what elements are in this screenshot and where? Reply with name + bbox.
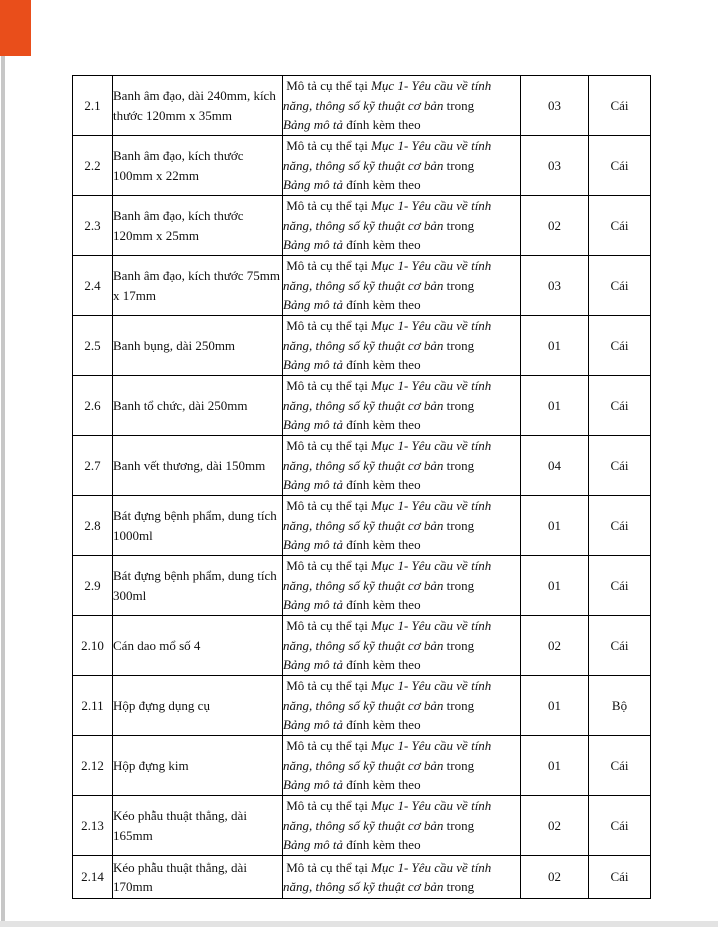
row-number-cell: 2.12: [73, 736, 113, 796]
row-number-cell: 2.9: [73, 556, 113, 616]
description-line: Mô tả cụ thể tại Mục 1- Yêu cầu về tính: [283, 318, 492, 334]
item-name-cell: Banh tổ chức, dài 250mm: [113, 376, 283, 436]
item-name-cell: Banh âm đạo, kích thước 100mm x 22mm: [113, 136, 283, 196]
description-line: Mô tả cụ thể tại Mục 1- Yêu cầu về tính: [283, 798, 492, 814]
unit-cell: Cái: [589, 256, 651, 316]
item-description-cell: [283, 616, 521, 676]
quantity-cell: 01: [521, 736, 589, 796]
description-line: Mô tả cụ thể tại Mục 1- Yêu cầu về tính: [283, 738, 492, 754]
row-number-cell: 2.7: [73, 436, 113, 496]
item-description-cell: [283, 436, 521, 496]
row-number-cell: 2.2: [73, 136, 113, 196]
quantity-cell: 03: [521, 136, 589, 196]
item-description-cell: [283, 76, 521, 136]
unit-cell: Cái: [589, 616, 651, 676]
quantity-cell: 01: [521, 556, 589, 616]
description-line: Mô tả cụ thể tại Mục 1- Yêu cầu về tính: [283, 558, 492, 574]
item-description-cell: [283, 256, 521, 316]
bottom-edge-strip: [0, 921, 718, 927]
quantity-cell: 02: [521, 796, 589, 856]
unit-cell: Cái: [589, 556, 651, 616]
item-name-cell: Kéo phẫu thuật thẳng, dài 165mm: [113, 796, 283, 856]
item-description-cell: [283, 316, 521, 376]
table-row: [73, 676, 651, 736]
item-description-cell: [283, 376, 521, 436]
table-row: [73, 316, 651, 376]
table-row: [73, 856, 651, 899]
description-line: năng, thông số kỹ thuật cơ bản trong: [283, 457, 475, 473]
table-row: [73, 616, 651, 676]
description-line: năng, thông số kỹ thuật cơ bản trong: [283, 337, 475, 353]
orange-corner-marker: [0, 0, 31, 56]
table-row: [73, 376, 651, 436]
row-number-cell: 2.8: [73, 496, 113, 556]
unit-cell: Cái: [589, 856, 651, 899]
item-description-cell: [283, 496, 521, 556]
table-row: [73, 736, 651, 796]
row-number-cell: 2.1: [73, 76, 113, 136]
description-line: Mô tả cụ thể tại Mục 1- Yêu cầu về tính: [283, 678, 492, 694]
description-line: năng, thông số kỹ thuật cơ bản trong: [283, 697, 475, 713]
item-name-cell: Hộp đựng dụng cụ: [113, 676, 283, 736]
row-number-cell: 2.14: [73, 856, 113, 899]
row-number-cell: 2.3: [73, 196, 113, 256]
table-row: [73, 256, 651, 316]
description-line: Bảng mô tả đính kèm theo: [283, 537, 421, 553]
item-description-cell: [283, 736, 521, 796]
description-line: Mô tả cụ thể tại Mục 1- Yêu cầu về tính: [283, 438, 492, 454]
description-line: năng, thông số kỹ thuật cơ bản trong: [283, 157, 475, 173]
description-line: Mô tả cụ thể tại Mục 1- Yêu cầu về tính: [283, 498, 492, 514]
row-number-cell: 2.11: [73, 676, 113, 736]
description-line: năng, thông số kỹ thuật cơ bản trong: [283, 97, 475, 113]
item-name-cell: Bát đựng bệnh phẩm, dung tích 1000ml: [113, 496, 283, 556]
description-line: năng, thông số kỹ thuật cơ bản trong: [283, 757, 475, 773]
description-line: năng, thông số kỹ thuật cơ bản trong: [283, 217, 475, 233]
unit-cell: Bộ: [589, 676, 651, 736]
description-line: Mô tả cụ thể tại Mục 1- Yêu cầu về tính: [283, 618, 492, 634]
table-row: [73, 196, 651, 256]
item-name-cell: Banh bụng, dài 250mm: [113, 316, 283, 376]
quantity-cell: 02: [521, 616, 589, 676]
quantity-cell: 01: [521, 376, 589, 436]
unit-cell: Cái: [589, 796, 651, 856]
description-line: Mô tả cụ thể tại Mục 1- Yêu cầu về tính: [283, 198, 492, 214]
quantity-cell: 01: [521, 496, 589, 556]
table-row: [73, 556, 651, 616]
row-number-cell: 2.4: [73, 256, 113, 316]
description-line: năng, thông số kỹ thuật cơ bản trong: [283, 637, 475, 653]
row-number-cell: 2.5: [73, 316, 113, 376]
description-line: Mô tả cụ thể tại Mục 1- Yêu cầu về tính: [283, 859, 492, 875]
item-description-cell: [283, 676, 521, 736]
unit-cell: Cái: [589, 316, 651, 376]
table-row: [73, 76, 651, 136]
description-line: năng, thông số kỹ thuật cơ bản trong: [283, 277, 475, 293]
item-name-cell: Bát đựng bệnh phẩm, dung tích 300ml: [113, 556, 283, 616]
description-line: Bảng mô tả đính kèm theo: [283, 477, 421, 493]
description-line: năng, thông số kỹ thuật cơ bản trong: [283, 879, 475, 894]
quantity-cell: 04: [521, 436, 589, 496]
item-description-cell: [283, 136, 521, 196]
description-line: Mô tả cụ thể tại Mục 1- Yêu cầu về tính: [283, 258, 492, 274]
description-line: Bảng mô tả đính kèm theo: [283, 837, 421, 853]
equipment-table: [72, 75, 651, 899]
description-line: năng, thông số kỹ thuật cơ bản trong: [283, 517, 475, 533]
description-line: Mô tả cụ thể tại Mục 1- Yêu cầu về tính: [283, 378, 492, 394]
item-name-cell: Banh vết thương, dài 150mm: [113, 436, 283, 496]
unit-cell: Cái: [589, 736, 651, 796]
unit-cell: Cái: [589, 436, 651, 496]
item-name-cell: Banh âm đạo, kích thước 120mm x 25mm: [113, 196, 283, 256]
left-edge-strip: [1, 0, 5, 927]
item-name-cell: Banh âm đạo, dài 240mm, kích thước 120mm x 35mm: [113, 76, 283, 136]
table-row: [73, 496, 651, 556]
item-description-cell: [283, 556, 521, 616]
unit-cell: Cái: [589, 136, 651, 196]
description-line: năng, thông số kỹ thuật cơ bản trong: [283, 397, 475, 413]
table-row: [73, 436, 651, 496]
description-line: năng, thông số kỹ thuật cơ bản trong: [283, 817, 475, 833]
quantity-cell: 03: [521, 76, 589, 136]
item-name-cell: Cán dao mổ số 4: [113, 616, 283, 676]
description-line: Bảng mô tả đính kèm theo: [283, 417, 421, 433]
item-name-cell: Kéo phẫu thuật thẳng, dài 170mm: [113, 856, 283, 899]
description-line: Bảng mô tả đính kèm theo: [283, 357, 421, 373]
quantity-cell: 01: [521, 676, 589, 736]
unit-cell: Cái: [589, 196, 651, 256]
quantity-cell: 02: [521, 856, 589, 899]
item-description-cell: [283, 196, 521, 256]
description-line: Bảng mô tả đính kèm theo: [283, 717, 421, 733]
description-line: Bảng mô tả đính kèm theo: [283, 117, 421, 133]
table-row: [73, 136, 651, 196]
description-line: Bảng mô tả đính kèm theo: [283, 777, 421, 793]
item-name-cell: Hộp đựng kim: [113, 736, 283, 796]
description-line: Mô tả cụ thể tại Mục 1- Yêu cầu về tính: [283, 138, 492, 154]
quantity-cell: 03: [521, 256, 589, 316]
description-line: Bảng mô tả đính kèm theo: [283, 597, 421, 613]
table-row: [73, 796, 651, 856]
item-name-cell: Banh âm đạo, kích thước 75mm x 17mm: [113, 256, 283, 316]
row-number-cell: 2.10: [73, 616, 113, 676]
description-line: Bảng mô tả đính kèm theo: [283, 657, 421, 673]
row-number-cell: 2.6: [73, 376, 113, 436]
row-number-cell: 2.13: [73, 796, 113, 856]
unit-cell: Cái: [589, 496, 651, 556]
item-description-cell: [283, 856, 521, 899]
description-line: Bảng mô tả đính kèm theo: [283, 237, 421, 253]
description-line: Bảng mô tả đính kèm theo: [283, 177, 421, 193]
unit-cell: Cái: [589, 376, 651, 436]
description-line: Bảng mô tả đính kèm theo: [283, 297, 421, 313]
description-line: năng, thông số kỹ thuật cơ bản trong: [283, 577, 475, 593]
item-description-cell: [283, 796, 521, 856]
quantity-cell: 01: [521, 316, 589, 376]
quantity-cell: 02: [521, 196, 589, 256]
description-line: Mô tả cụ thể tại Mục 1- Yêu cầu về tính: [283, 78, 492, 94]
unit-cell: Cái: [589, 76, 651, 136]
